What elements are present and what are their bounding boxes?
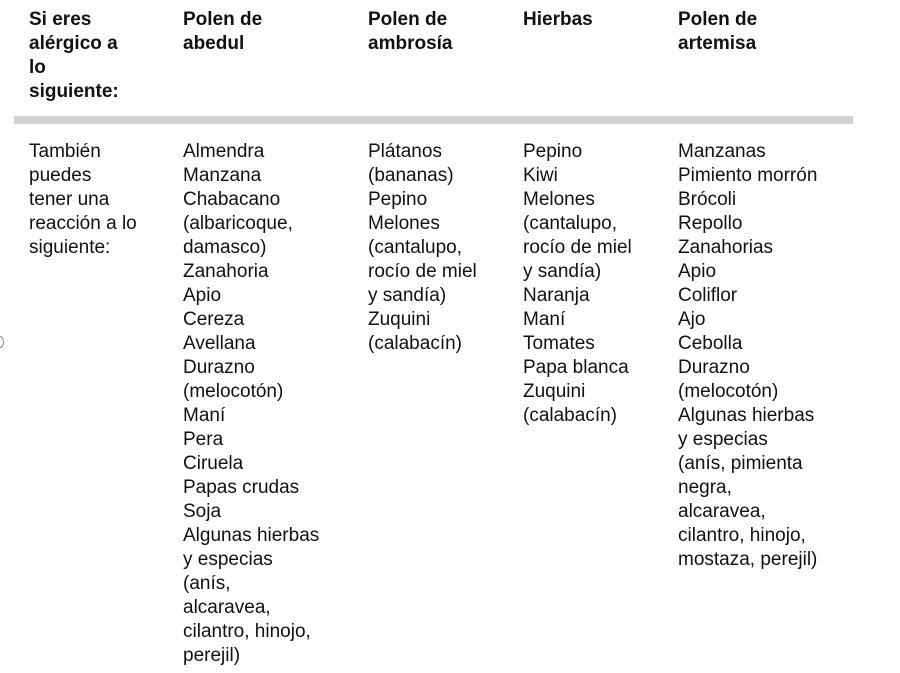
allergy-cross-reaction-table [14, 8, 853, 668]
list-item: Cebolla [678, 333, 743, 354]
list-item: Soja [183, 501, 222, 522]
list-item: Plátanos (bananas) [368, 141, 454, 186]
list-item: Almendra [183, 141, 265, 162]
list-item: Chabacano (albaricoque, damasco) [183, 189, 293, 258]
list-item: Durazno (melocotón) [678, 357, 779, 402]
list-item: Papas crudas [183, 477, 300, 498]
header-grasses: Hierbas [508, 8, 663, 120]
list-item: Naranja [523, 285, 590, 306]
list-item: Repollo [678, 213, 743, 234]
list-item: Pepino [523, 141, 583, 162]
list-item: Melones (cantalupo, rocío de miel y sandía) [523, 189, 632, 282]
list-item: Apio [678, 261, 717, 282]
list-item: Manzana [183, 165, 262, 186]
list-item: Papa blanca [523, 357, 629, 378]
list-item: Zuquini (calabacín) [523, 381, 617, 426]
list-item: Kiwi [523, 165, 558, 186]
list-item: Apio [183, 285, 222, 306]
mugwort-foods-cell [663, 120, 853, 668]
table-row [14, 120, 853, 668]
list-item: Maní [523, 309, 566, 330]
list-item: Brócoli [678, 189, 737, 210]
grasses-foods-cell [508, 120, 663, 668]
list-item: Pera [183, 429, 224, 450]
list-item: Manzanas [678, 141, 766, 162]
header-allergy-label: Si eres alérgico a lo siguiente: [14, 8, 168, 120]
list-item: Durazno (melocotón) [183, 357, 284, 402]
header-ragweed-pollen: Polen de ambrosía [353, 8, 508, 120]
list-item: Ciruela [183, 453, 244, 474]
list-item: Melones (cantalupo, rocío de miel y sandía) [368, 213, 477, 306]
list-item: Ajo [678, 309, 706, 330]
list-item: Pimiento morrón [678, 165, 818, 186]
list-item: Algunas hierbas y especias (anís, pimienta negra, alcaravea, cilantro, hinojo, mostaza, perejil) [678, 405, 818, 570]
list-item: Avellana [183, 333, 256, 354]
row-label-cell: También puedes tener una reacción a lo siguiente: [29, 141, 137, 258]
list-item: Pepino [368, 189, 428, 210]
list-item: Zanahoria [183, 261, 269, 282]
birch-foods-cell [168, 120, 353, 668]
list-item: Coliflor [678, 285, 738, 306]
page-edge-mark [0, 336, 4, 348]
list-item: Maní [183, 405, 226, 426]
list-item: Zanahorias [678, 237, 774, 258]
list-item: Cereza [183, 309, 245, 330]
list-item: Tomates [523, 333, 595, 354]
list-item: Zuquini (calabacín) [368, 309, 462, 354]
table-header-row [14, 8, 853, 120]
ragweed-foods-cell [353, 120, 508, 668]
header-birch-pollen: Polen de abedul [168, 8, 353, 120]
header-mugwort-pollen: Polen de artemisa [663, 8, 853, 120]
list-item: Algunas hierbas y especias (anís, alcaravea, cilantro, hinojo, perejil) [183, 525, 320, 666]
